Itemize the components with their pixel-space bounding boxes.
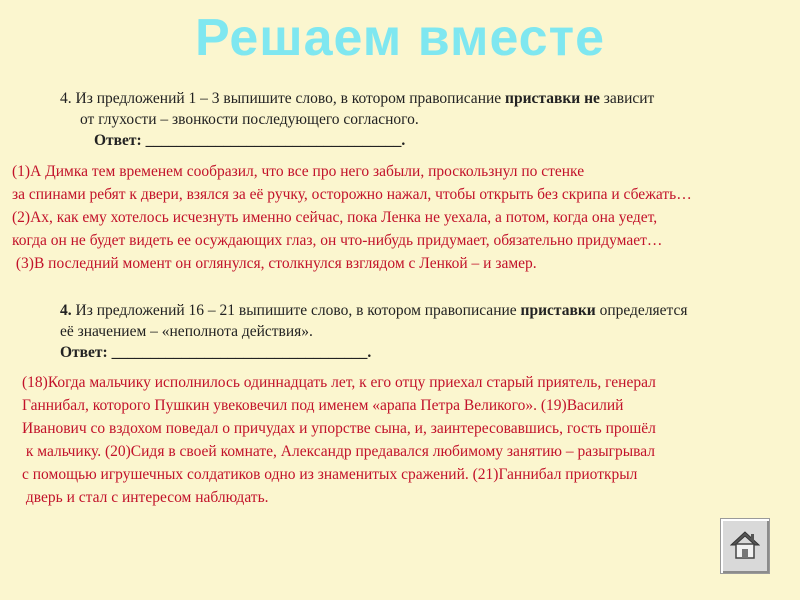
text-2-line: (18)Когда мальчику исполнилось одиннадцать лет, к его отцу приехал старый приятель, генерал <box>22 374 656 391</box>
task-1 <box>60 88 780 151</box>
text-1-line: (1)А Димка тем временем сообразил, что все про него забыли, проскользнул по стенке <box>12 163 585 180</box>
text-1-line: (3)В последний момент он оглянулся, столкнулся взглядом с Ленкой – и замер. <box>12 255 537 272</box>
text-2-line: Иванович со вздохом поведал о причудах и упорстве сына, и, заинтересовавшись, гость прошёл <box>22 420 656 437</box>
task-1-line-1: 4. Из предложений 1 – 3 выпишите слово, в котором правописание приставки не зависит <box>60 90 655 107</box>
task-2 <box>60 300 790 363</box>
task-2-line-1: 4. Из предложений 16 – 21 выпишите слово, в котором правописание приставки определяется <box>60 302 688 319</box>
answer-label: Ответ: <box>94 132 142 149</box>
text-2-line: с помощью игрушечных солдатиков одно из знаменитых сражений. (21)Ганнибал приоткрыл <box>22 466 638 483</box>
slide-title: Решаем вместе <box>194 9 605 67</box>
text-1-line: за спинами ребят к двери, взялся за её ручку, осторожно нажал, чтобы открыть без скрипа и сбежать… <box>12 186 692 203</box>
text-fragment-2 <box>22 371 656 509</box>
task-1-number: 4. <box>60 90 72 107</box>
text-1-line: (2)Ах, как ему хотелось исчезнуть именно сейчас, пока Ленка не уехала, а потом, когда она уедет, <box>12 209 658 226</box>
task-2-number: 4. <box>60 302 72 319</box>
text-2-line: дверь и стал с интересом наблюдать. <box>22 489 269 506</box>
task-2-answer <box>60 342 790 363</box>
answer-blank: _________________________________. <box>107 344 372 361</box>
text-1-line: когда он не будет видеть ее осуждающих глаз, он что-нибудь придумает, обязательно придумает… <box>12 232 663 249</box>
task-1-answer <box>60 130 780 151</box>
text-2-line: Ганнибал, которого Пушкин увековечил под именем «арапа Петра Великого». (19)Василий <box>22 397 624 414</box>
answer-label: Ответ: <box>60 344 108 361</box>
text-2-line: к мальчику. (20)Сидя в своей комнате, Александр предавался любимому занятию – разыгрывал <box>22 443 656 460</box>
answer-blank: _________________________________. <box>141 132 406 149</box>
home-icon <box>730 530 760 560</box>
text-fragment-1 <box>12 160 692 275</box>
task-2-line-2: её значением – «неполнота действия». <box>60 323 313 340</box>
home-button[interactable] <box>720 518 770 574</box>
task-1-line-2: от глухости – звонкости последующего согласного. <box>80 111 419 128</box>
